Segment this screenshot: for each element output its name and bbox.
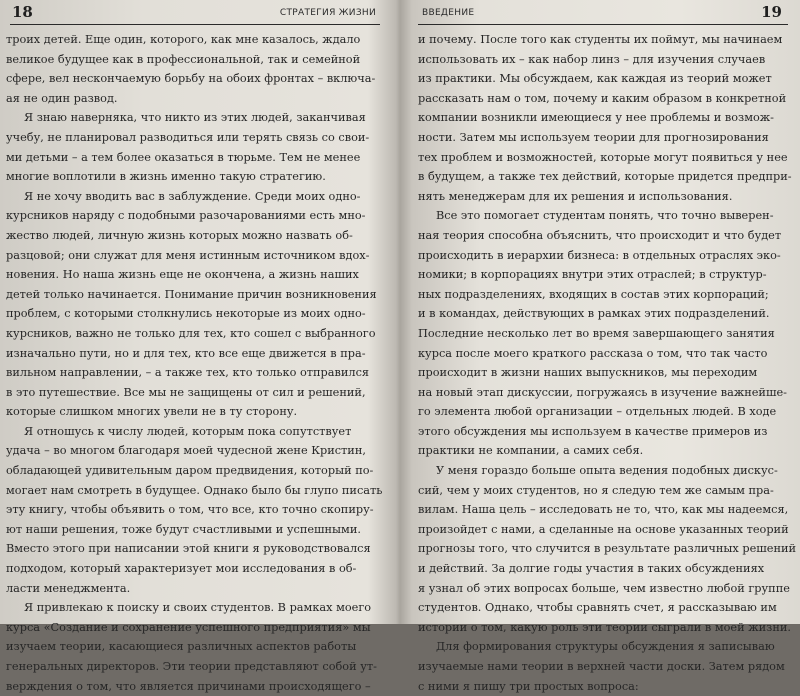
- text-line: я узнал об этих вопросах больше, чем известно любой группе: [418, 581, 790, 595]
- left-running-head: СТРАТЕГИЯ ЖИЗНИ: [279, 8, 376, 18]
- text-line: курсников, важно не только для тех, кто сошел с выбранного: [6, 326, 376, 340]
- text-line: Вместо этого при написании этой книги я руководствовался: [6, 542, 371, 556]
- text-line: студентов. Однако, чтобы сравнять счет, я рассказываю им: [418, 601, 777, 615]
- text-line: с ними я пишу три простых вопроса:: [418, 679, 639, 693]
- text-line: курсников наряду с подобными разочарованиями есть мно-: [6, 209, 366, 223]
- text-line: ласти менеджмента.: [6, 581, 131, 595]
- text-line: изначально пути, но и для тех, кто все еще движется в пра-: [6, 346, 366, 360]
- left-page: [0, 0, 396, 693]
- text-line: го элемента любой организации – отдельных людей. В ходе: [418, 405, 777, 419]
- text-line: изучаемые нами теории в верхней части доски. Затем рядом: [418, 660, 785, 673]
- text-line: тех проблем и возможностей, которые могут появиться у нее: [418, 150, 788, 164]
- text-line: рассказать нам о том, почему и каким образом в конкретной: [418, 91, 787, 105]
- right-page: [404, 0, 800, 693]
- right-running-head: ВВЕДЕНИЕ: [422, 8, 475, 18]
- text-line: Для формирования структуры обсуждения я записываю: [436, 640, 775, 654]
- text-line: в это путешествие. Все мы не защищены от сил и решений,: [6, 385, 366, 399]
- text-line: У меня гораздо больше опыта ведения подобных дискус-: [436, 464, 778, 478]
- text-line: произойдет с нами, а сделанные на основе указанных теорий: [418, 522, 789, 536]
- text-line: генеральных директоров. Эти теории представляют собой ут-: [6, 660, 377, 673]
- text-line: номики; в корпорациях внутри этих отраслей; в структур-: [418, 268, 767, 282]
- text-line: курса «Создание и сохранение успешного предприятия» мы: [6, 620, 371, 634]
- text-line: компании возникли имеющиеся у нее проблемы и возмож-: [418, 111, 774, 125]
- text-line: ных подразделениях, входящих в состав этих корпораций;: [418, 287, 769, 301]
- text-line: Я привлекаю к поиску и своих студентов. В рамках моего: [24, 601, 372, 615]
- text-line: использовать их – как набор линз – для изучения случаев: [418, 52, 766, 66]
- text-line: Я не хочу вводить вас в заблуждение. Среди моих одно-: [24, 189, 361, 203]
- text-line: практики не компании, а самих себя.: [418, 444, 644, 458]
- text-line: изучаем теории, касающиеся различных аспектов работы: [6, 640, 357, 654]
- text-line: многие воплотили в жизнь именно такую стратегию.: [6, 170, 326, 184]
- text-line: новения. Но наша жизнь еще не окончена, а жизнь наших: [6, 268, 359, 282]
- right-page-number: 19: [761, 3, 782, 21]
- text-line: и в командах, действующих в рамках этих подразделений.: [418, 307, 770, 321]
- text-line: происходит в жизни наших выпускников, мы переходим: [418, 366, 758, 380]
- text-line: на новый этап дискуссии, погружаясь в изучение важнейше-: [418, 385, 787, 399]
- text-line: учебу, не планировал разводиться или терять связь со свои-: [6, 130, 370, 144]
- text-line: ности. Затем мы используем теории для прогнозирования: [418, 130, 769, 144]
- text-line: Я отношусь к числу людей, которым пока сопутствует: [24, 424, 352, 438]
- text-line: великое будущее как в профессиональной, так и семейной: [6, 52, 361, 66]
- text-line: ная теория способна объяснить, что происходит и что будет: [418, 228, 782, 242]
- text-line: верждения о том, что является причинами происходящего –: [6, 679, 371, 693]
- text-line: нять менеджерам для их решения и использования.: [418, 189, 733, 203]
- text-line: проблем, с которыми столкнулись некоторые из моих одно-: [6, 307, 366, 321]
- text-line: Я знаю наверняка, что никто из этих людей, заканчивая: [24, 111, 366, 125]
- text-line: сфере, вел нескончаемую борьбу на обоих фронтах – включа-: [6, 72, 376, 86]
- text-line: удача – во многом благодаря моей чудесной жене Кристин,: [6, 444, 366, 458]
- text-line: и почему. После того как студенты их поймут, мы начинаем: [418, 33, 783, 46]
- text-line: детей только начинается. Понимание причин возникновения: [6, 287, 377, 301]
- text-line: и действий. За долгие годы участия в таких обсуждениях: [418, 562, 765, 576]
- text-line: происходить в иерархии бизнеса: в отдельных отраслях эко-: [418, 248, 781, 262]
- text-line: ая не один развод.: [6, 91, 118, 105]
- text-line: могает нам смотреть в будущее. Однако было бы глупо писать: [6, 483, 383, 497]
- text-line: эту книгу, чтобы объявить о том, что все, кто точно скопиру-: [6, 503, 374, 517]
- text-line: обладающей удивительным даром предвидения, который по-: [6, 464, 374, 478]
- text-line: в будущем, а также тех действий, которые придется предпри-: [418, 170, 792, 184]
- text-line: Все это помогает студентам понять, что точно выверен-: [436, 209, 774, 223]
- text-line: курса после моего краткого рассказа о том, что так часто: [418, 346, 768, 360]
- text-line: прогнозы того, что случится в результате различных решений: [418, 542, 797, 556]
- text-line: разцовой; они служат для меня истинным источником вдох-: [6, 248, 370, 262]
- text-line: сий, чем у моих студентов, но я следую тем же самым пра-: [418, 483, 774, 497]
- right-page-header: [418, 4, 788, 25]
- text-line: вилам. Наша цель – исследовать не то, что, как мы надеемся,: [418, 503, 789, 517]
- text-line: которые слишком многих увели не в ту сторону.: [6, 405, 298, 419]
- left-page-header: [10, 4, 380, 25]
- right-body-text: [418, 30, 797, 696]
- text-line: вильном направлении, – а также тех, кто только отправился: [6, 366, 370, 380]
- text-line: этого обсуждения мы используем в качестве примеров из: [418, 424, 768, 438]
- text-line: подходом, который характеризует мои исследования в об-: [6, 562, 357, 576]
- text-line: жество людей, личную жизнь которых можно назвать об-: [6, 228, 353, 242]
- text-line: из практики. Мы обсуждаем, как каждая из теорий может: [418, 72, 772, 86]
- text-line: троих детей. Еще один, которого, как мне казалось, ждало: [6, 33, 361, 46]
- left-body-text: [6, 30, 383, 696]
- text-line: ют наши решения, тоже будут счастливыми и успешными.: [6, 522, 361, 536]
- text-line: ми детьми – а тем более оказаться в тюрьме. Тем не менее: [6, 150, 361, 164]
- left-page-number: 18: [12, 3, 33, 21]
- text-line: Последние несколько лет во время завершающего занятия: [418, 326, 775, 340]
- text-line: истории о том, какую роль эти теории сыграли в моей жизни.: [418, 620, 791, 634]
